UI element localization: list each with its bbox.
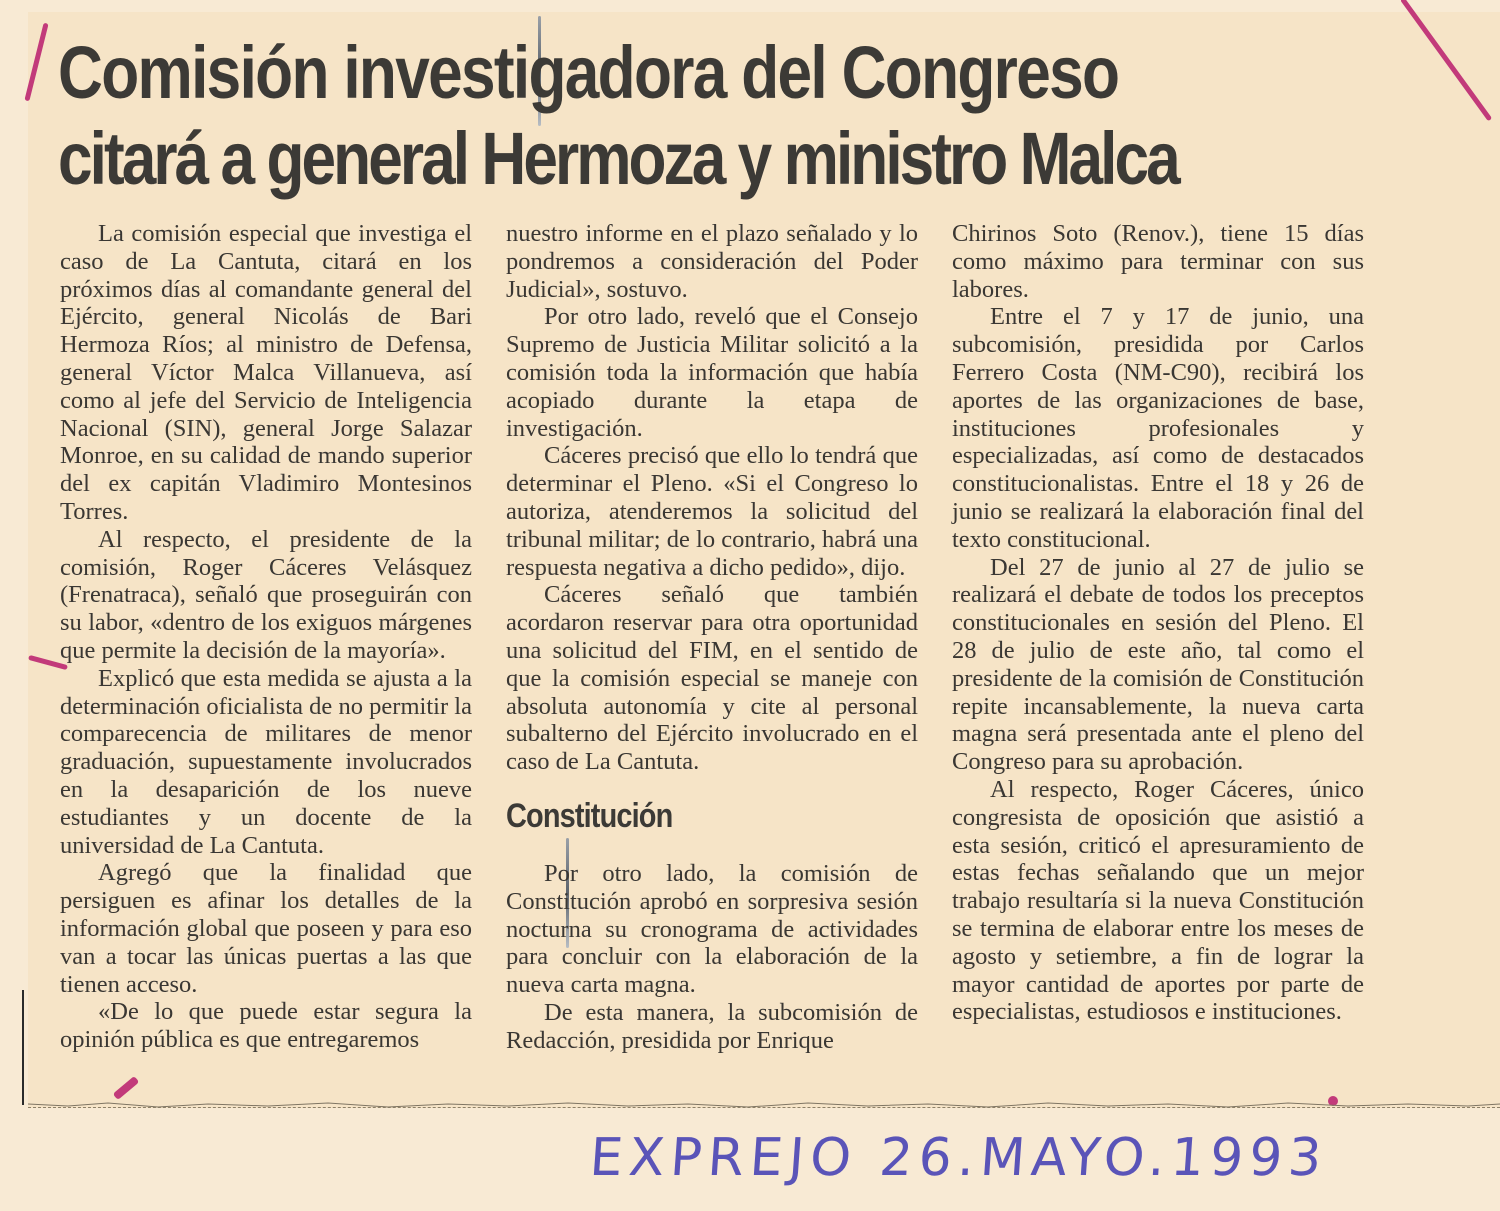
- headline-line-2: citará a general Hermoza y ministro Malca: [58, 117, 1178, 200]
- paragraph: Del 27 de junio al 27 de julio se realizará el debate de todos los preceptos constitucionales en sesión del Pleno. El 28 de julio de este año, tal como el presidente de la comisión de Constitución repite incansablemente, la nueva carta magna será presentada ante el pleno del Congreso para su aprobación.: [952, 553, 1364, 776]
- paragraph: Al respecto, Roger Cáceres, único congresista de oposición que asistió a esta sesión, criticó el apresuramiento de estas fechas señalando que un mejor trabajo resultaría si la nueva Constitución se termina de elaborar entre los meses de agosto y setiembre, a fin de lograr la mayor cantidad de aportes por parte de especialistas, estudiosos e instituciones.: [952, 775, 1364, 1026]
- paragraph: «De lo que puede estar segura la opinión pública es que entregaremos: [60, 998, 472, 1054]
- paragraph: De esta manera, la subcomisión de Redacción, presidida por Enrique: [506, 998, 918, 1054]
- paragraph: Por otro lado, la comisión de Constitución aprobó en sorpresiva sesión nocturna su cronograma de actividades para concluir con la elaboración de la nueva carta magna.: [506, 859, 918, 999]
- paragraph: nuestro informe en el plazo señalado y lo pondremos a consideración del Poder Judicial», sostuvo.: [506, 220, 918, 303]
- article-column-3: [952, 220, 1364, 1026]
- paragraph: Entre el 7 y 17 de junio, una subcomisión, presidida por Carlos Ferrero Costa (NM-C90), recibirá los aportes de las organizaciones de base, instituciones profesionales y especializadas, así como de destacados constitucionalistas. Entre el 18 y 26 de junio se realizará la elaboración final del texto constitucional.: [952, 303, 1364, 553]
- paragraph: Al respecto, el presidente de la comisión, Roger Cáceres Velásquez (Frenatraca), señaló que proseguirán con su labor, «dentro de los exiguos márgenes que permite la decisión de la mayoría».: [60, 525, 472, 664]
- paragraph: La comisión especial que investiga el caso de La Cantuta, citará en los próximos días al comandante general del Ejército, general Nicolás de Bari Hermoza Ríos; al ministro de Defensa, general Víctor Malca Villanueva, así como al jefe del Servicio de Inteligencia Nacional (SIN), general Jorge Salazar Monroe, en su calidad de mando superior del ex capitán Vladimiro Montesinos Torres.: [60, 220, 472, 525]
- column-rule: [22, 990, 24, 1105]
- subheading: Constitución: [506, 796, 673, 835]
- handwritten-source-note: EXPREJO 26.MAYO.1993: [587, 1128, 1330, 1188]
- paragraph: Cáceres precisó que ello lo tendrá que determinar el Pleno. «Si el Congreso lo autoriza, atenderemos la solicitud del tribunal militar; de lo contrario, habrá una respuesta negativa a dicho pedido», dijo.: [506, 442, 918, 581]
- headline: [58, 30, 1178, 202]
- torn-edge: [28, 1100, 1500, 1110]
- paragraph: Por otro lado, reveló que el Consejo Supremo de Justicia Militar solicitó a la comisión toda la información que había acopiado durante la etapa de investigación.: [506, 303, 918, 442]
- paragraph: Explicó que esta medida se ajusta a la determinación oficialista de no permitir la comparecencia de militares de menor graduación, supuestamente involucrados en la desaparición de los nueve estudiantes y un docente de la universidad de La Cantuta.: [60, 664, 472, 859]
- paragraph: Cáceres señaló que también acordaron reservar para otra oportunidad una solicitud del FIM, en el sentido de que la comisión especial se maneje con absoluta autonomía y cite al personal subalterno del Ejército involucrado en el caso de La Cantuta.: [506, 581, 918, 776]
- paragraph: Chirinos Soto (Renov.), tiene 15 días como máximo para terminar con sus labores.: [952, 220, 1364, 303]
- article-column-1: [60, 220, 472, 1054]
- paragraph: Agregó que la finalidad que persiguen es afinar los detalles de la información global que poseen y para eso van a tocar las únicas puertas a las que tienen acceso.: [60, 859, 472, 998]
- article-column-2: [506, 220, 918, 1055]
- headline-line-1: Comisión investigadora del Congreso: [58, 31, 1119, 114]
